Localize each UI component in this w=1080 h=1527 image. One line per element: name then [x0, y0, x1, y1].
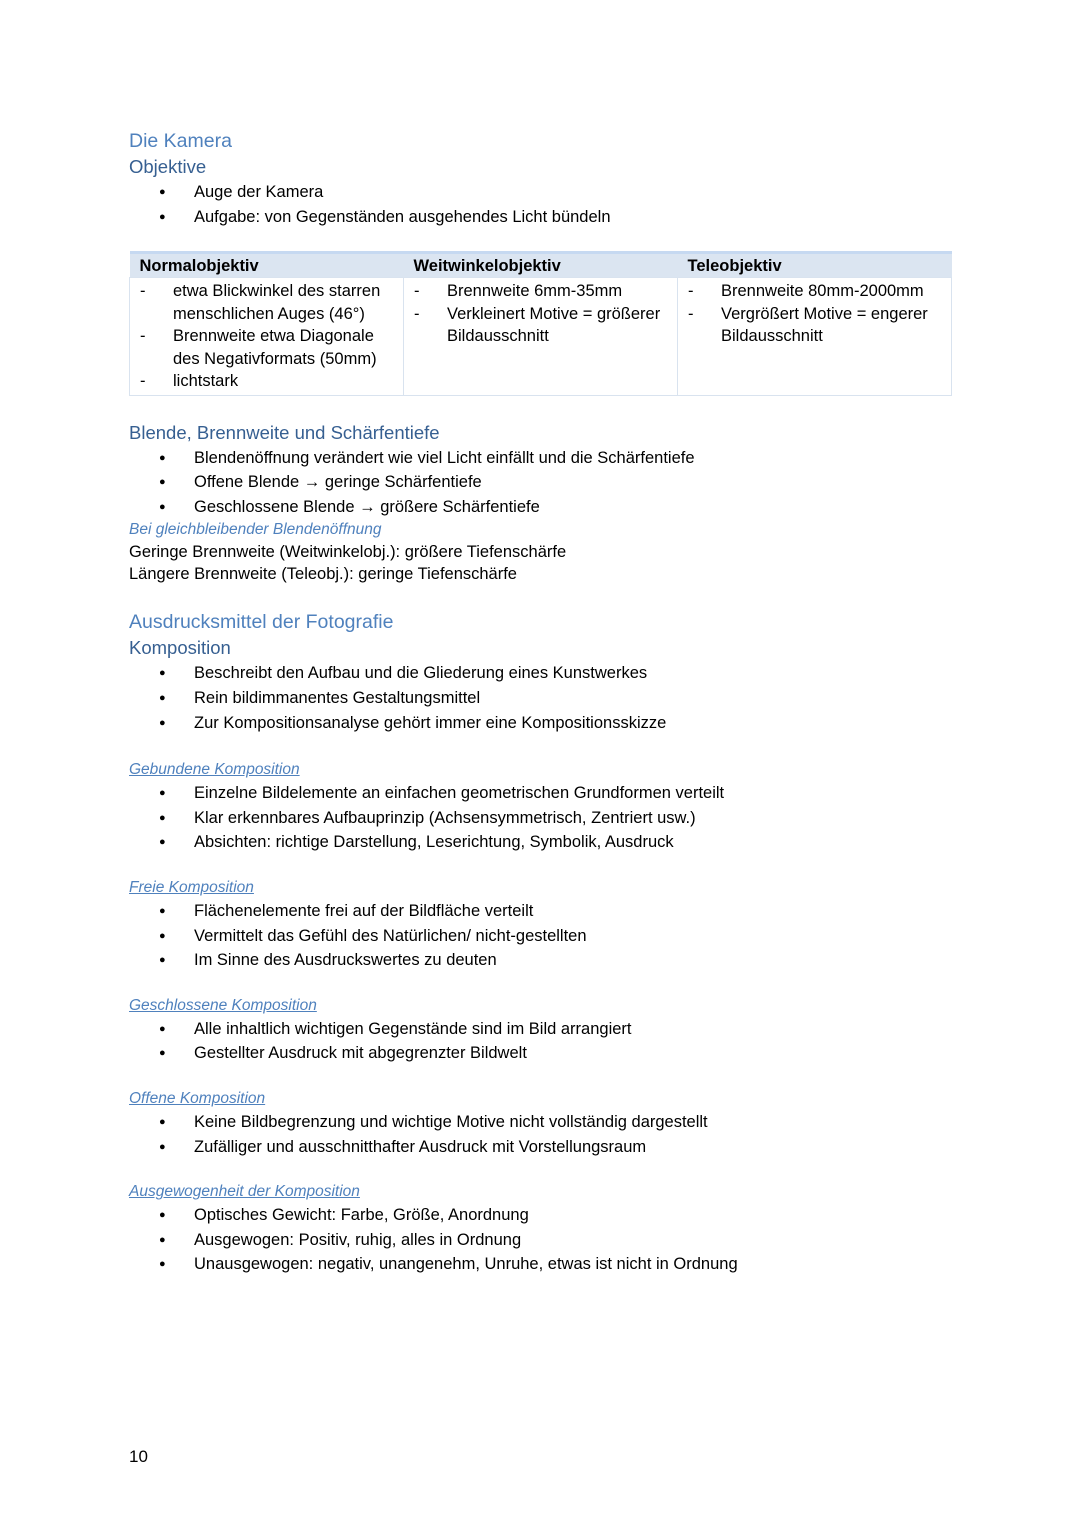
- document-page: [129, 128, 959, 1277]
- list-item: ● Zufälliger und ausschnitthafter Ausdruck mit Vorstellungsraum: [129, 1135, 959, 1160]
- list-item: - etwa Blickwinkel des starren menschlichen Auges (46°): [136, 280, 395, 325]
- text-line: Geringe Brennweite (Weitwinkelobj.): größere Tiefenschärfe: [129, 543, 567, 562]
- list-item: ● Absichten: richtige Darstellung, Leserichtung, Symbolik, Ausdruck: [129, 830, 959, 855]
- page-number: 10: [129, 1447, 148, 1466]
- list-item: ● Offene Blende → geringe Schärfentiefe: [129, 470, 959, 495]
- section-ausgewogenheit: [129, 1181, 959, 1277]
- table-row: [130, 278, 952, 396]
- list-item: ● Vermittelt das Gefühl des Natürlichen/ nicht-gestellten: [129, 924, 959, 949]
- heading-die-kamera: Die Kamera: [129, 130, 232, 152]
- list-item: ● Im Sinne des Ausdruckswertes zu deuten: [129, 948, 959, 973]
- objektive-list: [129, 180, 959, 229]
- list-item: ● Gestellter Ausdruck mit abgegrenzter Bildwelt: [129, 1041, 959, 1066]
- list-item: ● Aufgabe: von Gegenständen ausgehendes Licht bündeln: [129, 205, 959, 230]
- komposition-list: [129, 661, 959, 735]
- list-item: - Brennweite 80mm-2000mm: [684, 280, 943, 303]
- list-item: ● Unausgewogen: negativ, unangenehm, Unruhe, etwas ist nicht in Ordnung: [129, 1252, 959, 1277]
- list-item: - lichtstark: [136, 370, 395, 393]
- list-item: ● Blendenöffnung verändert wie viel Licht einfällt und die Schärfentiefe: [129, 446, 959, 471]
- list-item: - Brennweite 6mm-35mm: [410, 280, 669, 303]
- subheading-offene-komposition: Offene Komposition: [129, 1090, 266, 1107]
- text-line: Längere Brennweite (Teleobj.): geringe Tiefenschärfe: [129, 565, 517, 584]
- list-item: - Vergrößert Motive = engerer Bildausschnitt: [684, 303, 943, 348]
- subheading-ausgewogenheit: Ausgewogenheit der Komposition: [129, 1183, 360, 1201]
- section-freie: [129, 877, 959, 973]
- header-weitwinkelobjektiv: Weitwinkelobjektiv: [404, 253, 678, 278]
- cell-normalobjektiv: [130, 278, 404, 396]
- section-offene: [129, 1088, 959, 1159]
- list-item: ● Rein bildimmanentes Gestaltungsmittel: [129, 686, 959, 711]
- subheading-gebundene-komposition: Gebundene Komposition: [129, 761, 300, 779]
- list-item: ● Optisches Gewicht: Farbe, Größe, Anordnung: [129, 1203, 959, 1228]
- list-item: ● Keine Bildbegrenzung und wichtige Motive nicht vollständig dargestellt: [129, 1110, 959, 1135]
- list-item: ● Beschreibt den Aufbau und die Gliederung eines Kunstwerkes: [129, 661, 959, 686]
- list-item: ● Einzelne Bildelemente an einfachen geometrischen Grundformen verteilt: [129, 781, 959, 806]
- note-blendenoeffnung: Bei gleichbleibender Blendenöffnung: [129, 521, 382, 539]
- header-teleobjektiv: Teleobjektiv: [678, 253, 952, 278]
- list-item: ● Auge der Kamera: [129, 180, 959, 205]
- heading-objektive: Objektive: [129, 156, 207, 177]
- cell-teleobjektiv: [678, 278, 952, 396]
- header-normalobjektiv: Normalobjektiv: [130, 253, 404, 278]
- list-item: ● Geschlossene Blende → größere Schärfentiefe: [129, 495, 959, 520]
- heading-komposition: Komposition: [129, 637, 231, 659]
- list-item: - Verkleinert Motive = größerer Bildausschnitt: [410, 303, 669, 348]
- cell-weitwinkelobjektiv: [404, 278, 678, 396]
- list-item: ● Flächenelemente frei auf der Bildfläche verteilt: [129, 899, 959, 924]
- lens-table: [129, 251, 952, 396]
- blende-list: [129, 446, 959, 520]
- table-header-row: [130, 253, 952, 278]
- section-geschlossene: [129, 995, 959, 1066]
- list-item: ● Alle inhaltlich wichtigen Gegenstände sind im Bild arrangiert: [129, 1017, 959, 1042]
- section-gebundene: [129, 759, 959, 855]
- list-item: ● Ausgewogen: Positiv, ruhig, alles in Ordnung: [129, 1228, 959, 1253]
- heading-blende: Blende, Brennweite und Schärfentiefe: [129, 421, 440, 443]
- subheading-geschlossene-komposition: Geschlossene Komposition: [129, 996, 317, 1014]
- subheading-freie-komposition: Freie Komposition: [129, 879, 254, 897]
- list-item: ● Klar erkennbares Aufbauprinzip (Achsensymmetrisch, Zentriert usw.): [129, 806, 959, 831]
- heading-ausdrucksmittel: Ausdrucksmittel der Fotografie: [129, 611, 394, 634]
- list-item: - Brennweite etwa Diagonale des Negativformats (50mm): [136, 325, 395, 370]
- list-item: ● Zur Kompositionsanalyse gehört immer eine Kompositionsskizze: [129, 711, 959, 736]
